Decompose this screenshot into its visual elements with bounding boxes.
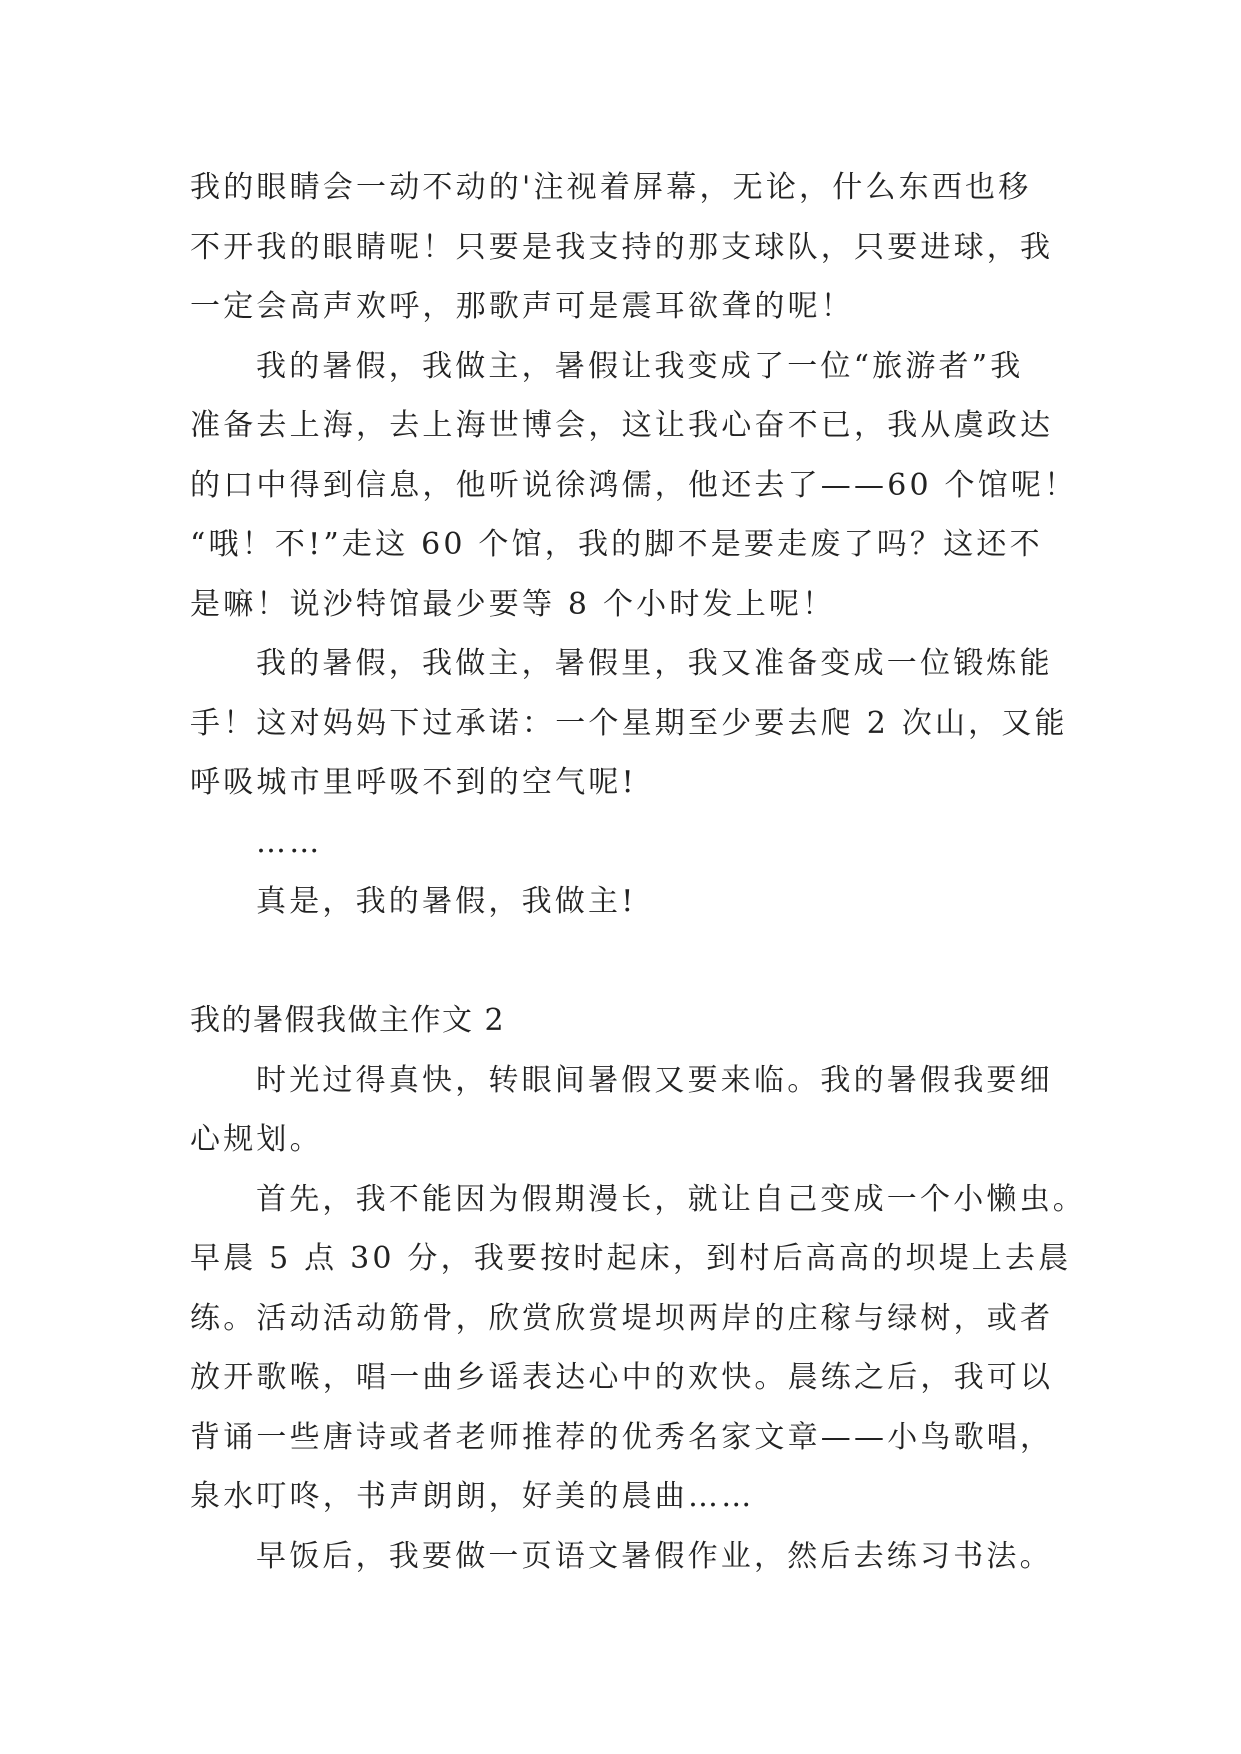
- text-line: 呼吸城市里呼吸不到的空气呢!: [190, 765, 637, 800]
- text-line: 是嘛！说沙特馆最少要等 8 个小时发上呢！: [190, 586, 836, 622]
- paragraph: [190, 1527, 1070, 1587]
- paragraph: [190, 158, 1070, 337]
- text-line: 心规划。: [190, 1122, 323, 1157]
- text-line: 的口中得到信息，他听说徐鸿儒，他还去了——60 个馆呢！: [190, 467, 1078, 503]
- text-line: 准备去上海，去上海世博会，这让我心奋不已，我从虞政达: [190, 408, 1054, 443]
- paragraph: [190, 337, 1078, 635]
- section-title: 我的暑假我做主作文 2: [190, 1003, 506, 1038]
- section-gap: [190, 932, 1070, 992]
- text-line: 我的暑假，我做主，暑假里，我又准备变成一位锻炼能: [256, 646, 1053, 681]
- text-line: 早晨 5 点 30 分，我要按时起床，到村后高高的坝堤上去晨: [190, 1241, 1072, 1276]
- document-body: [190, 158, 1086, 1586]
- text-line: 我的眼睛会一动不动的'注视着屏幕，无论，什么东西也移: [190, 170, 1032, 205]
- text-line: 练。活动活动筋骨，欣赏欣赏堤坝两岸的庄稼与绿树，或者: [190, 1300, 1054, 1336]
- ellipsis-line: ……: [256, 824, 323, 860]
- text-line: 放开歌喉，唱一曲乡谣表达心中的欢快。晨练之后，我可以: [190, 1360, 1054, 1395]
- paragraph: [190, 634, 1070, 813]
- text-line: 一定会高声欢呼，那歌声可是震耳欲聋的呢！: [190, 289, 854, 324]
- paragraph: [190, 1051, 1070, 1170]
- text-line: 背诵一些唐诗或者老师推荐的优秀名家文章——小鸟歌唱，: [190, 1419, 1054, 1455]
- text-line: 手！这对妈妈下过承诺：一个星期至少要去爬 2 次山，又能: [190, 705, 1068, 741]
- text-line: 时光过得真快，转眼间暑假又要来临。我的暑假我要细: [256, 1062, 1053, 1098]
- text-line: 泉水叮咚，书声朗朗，好美的晨曲……: [190, 1479, 755, 1514]
- paragraph: [190, 1170, 1086, 1527]
- text-line: “哦！不!”走这 60 个馆，我的脚不是要走废了吗？这还不: [190, 527, 1043, 562]
- text-line: 首先，我不能因为假期漫长，就让自己变成一个小懒虫。: [256, 1181, 1086, 1217]
- text-line: 不开我的眼睛呢！只要是我支持的那支球队，只要进球，我: [190, 229, 1054, 265]
- text-line: 我的暑假，我做主，暑假让我变成了一位“旅游者”我: [256, 348, 1024, 384]
- closing-line: 真是，我的暑假，我做主!: [256, 884, 637, 919]
- text-line: 早饭后，我要做一页语文暑假作业，然后去练习书法。: [256, 1538, 1053, 1574]
